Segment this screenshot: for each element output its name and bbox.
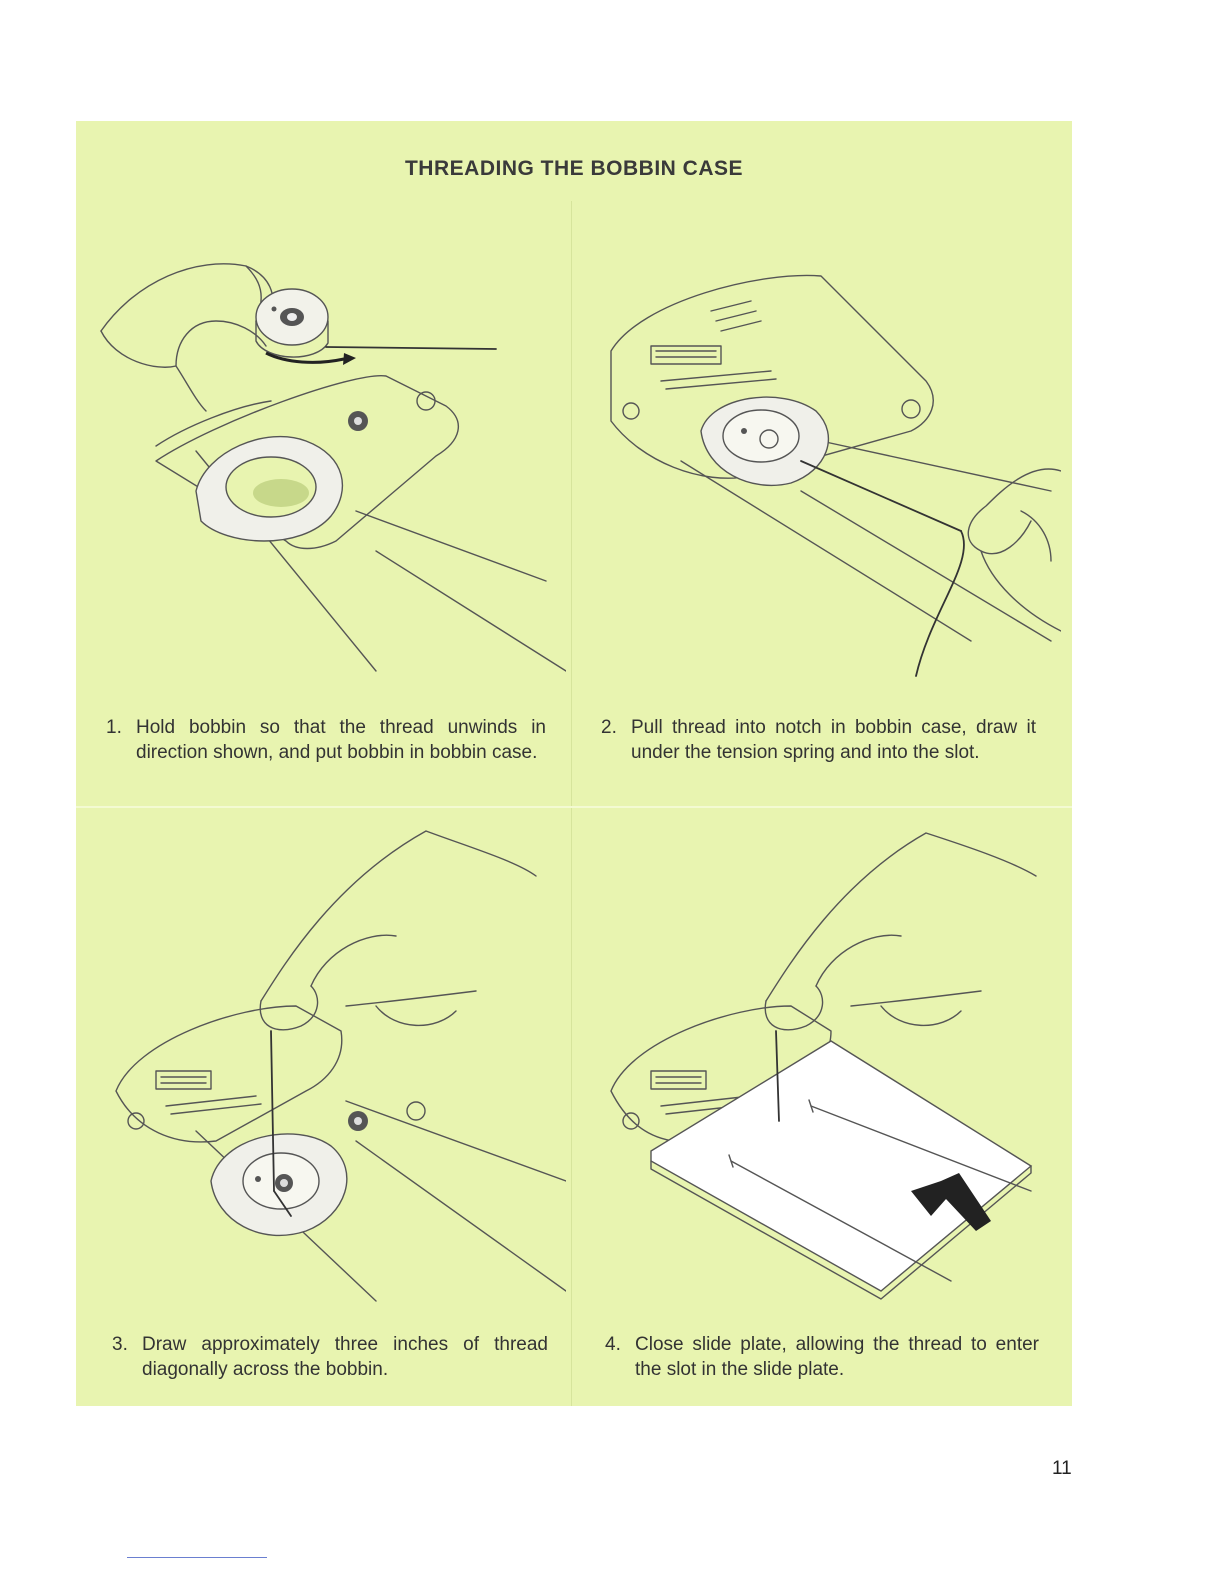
- step-number: 2.: [601, 717, 617, 738]
- thread-tail: [916, 531, 964, 676]
- step-2-caption: [601, 715, 1036, 765]
- step-2-illustration: [581, 261, 1061, 691]
- step-1-illustration: [96, 251, 566, 721]
- page-title: THREADING THE BOBBIN CASE: [404, 157, 743, 180]
- page-number: 11: [1052, 1458, 1072, 1479]
- step-text: Hold bobbin so that the thread unwinds in direction shown, and put bobbin in bobbin case.: [136, 717, 546, 763]
- bottom-rule: [127, 1557, 267, 1558]
- step-number: 4.: [605, 1334, 621, 1355]
- hand-holding-thread: [260, 831, 536, 1030]
- horizontal-divider: [76, 806, 1072, 808]
- step-number: 3.: [112, 1334, 128, 1355]
- slide-plate: [651, 1041, 1031, 1299]
- hand-pulling-thread: [968, 469, 1061, 631]
- direction-arrow: [266, 353, 344, 362]
- step-text: Close slide plate, allowing the thread to enter the slot in the slide plate.: [635, 1334, 1039, 1380]
- step-text: Draw approximately three inches of thread diagonally across the bobbin.: [142, 1334, 548, 1380]
- step-3-caption: [112, 1332, 548, 1382]
- arrow-head: [343, 353, 356, 365]
- thread-line: [326, 347, 496, 349]
- step-text: Pull thread into notch in bobbin case, draw it under the tension spring and into the slot.: [631, 717, 1036, 763]
- step-4-caption: [605, 1332, 1039, 1382]
- step-number: 1.: [106, 717, 122, 738]
- instruction-panel: [76, 121, 1072, 1406]
- needle-plate: [116, 1006, 566, 1301]
- bobbin-case: [196, 437, 342, 541]
- hand-holding-bobbin: [101, 264, 273, 446]
- needle-plate: [611, 275, 1051, 641]
- vertical-divider: [571, 201, 572, 1406]
- step-3-illustration: [96, 821, 566, 1311]
- thread-line: [801, 461, 961, 531]
- bobbin-case: [211, 1134, 347, 1235]
- step-4-illustration: [581, 821, 1061, 1311]
- step-1-caption: [106, 715, 546, 765]
- hand-holding-thread: [765, 833, 1036, 1030]
- bobbin-case: [701, 397, 828, 485]
- bobbin: [256, 289, 328, 357]
